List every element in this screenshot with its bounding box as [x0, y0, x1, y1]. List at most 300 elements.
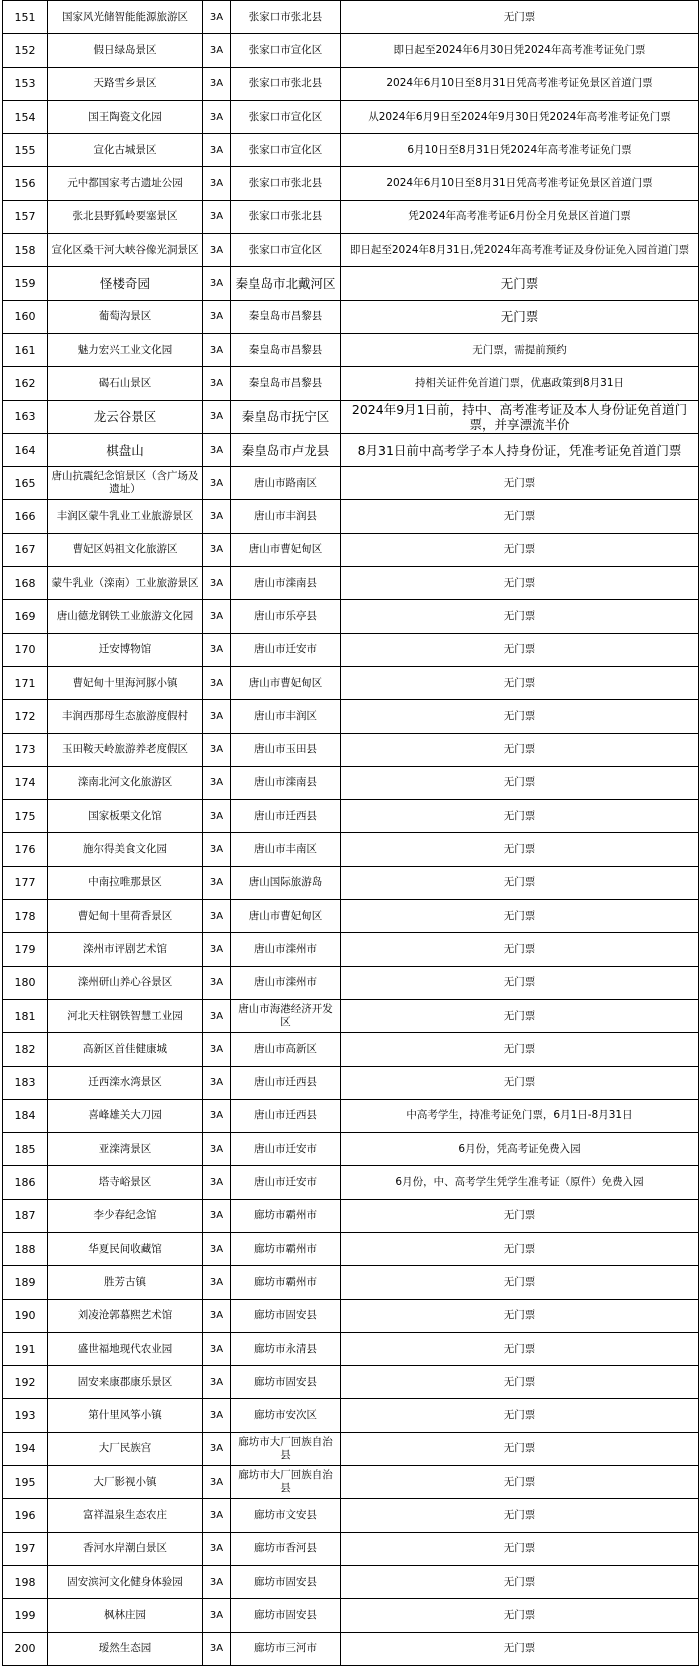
location-cell: 廊坊市霸州市: [231, 1266, 341, 1299]
level-cell: 3A: [203, 1632, 231, 1665]
location-cell: 唐山市迁安市: [231, 1133, 341, 1166]
row-number-cell: 186: [3, 1166, 48, 1199]
ticket-policy-cell: 无门票: [341, 1466, 699, 1499]
ticket-policy-cell: 无门票: [341, 1066, 699, 1099]
scenic-name-cell: 喜峰雄关大刀园: [48, 1099, 203, 1132]
scenic-name-cell: 丰润区蒙牛乳业工业旅游景区: [48, 500, 203, 533]
location-cell: 唐山市海港经济开发区: [231, 999, 341, 1032]
table-row: [3, 1266, 699, 1299]
row-number-cell: 192: [3, 1366, 48, 1399]
ticket-policy-cell: 无门票: [341, 1499, 699, 1532]
scenic-name-cell: 亚滦湾景区: [48, 1133, 203, 1166]
scenic-name-cell: 李少春纪念馆: [48, 1199, 203, 1232]
table-row: [3, 367, 699, 400]
ticket-policy-cell: 即日起至2024年8月31日,凭2024年高考准考证及身份证免入园首道门票: [341, 234, 699, 267]
location-cell: 唐山市迁西县: [231, 1066, 341, 1099]
table-row: [3, 1133, 699, 1166]
location-cell: 张家口市张北县: [231, 200, 341, 233]
location-cell: 廊坊市永清县: [231, 1332, 341, 1365]
scenic-spot-table: [2, 0, 699, 1666]
location-cell: 张家口市张北县: [231, 67, 341, 100]
location-cell: 廊坊市固安县: [231, 1565, 341, 1598]
level-cell: 3A: [203, 567, 231, 600]
location-cell: 唐山市迁西县: [231, 1099, 341, 1132]
row-number-cell: 193: [3, 1399, 48, 1432]
ticket-policy-cell: 无门票: [341, 666, 699, 699]
row-number-cell: 184: [3, 1099, 48, 1132]
ticket-policy-cell: 无门票: [341, 1532, 699, 1565]
table-row: [3, 766, 699, 799]
level-cell: 3A: [203, 1599, 231, 1632]
ticket-policy-cell: 2024年6月10日至8月31日凭高考准考证免景区首道门票: [341, 67, 699, 100]
ticket-policy-cell: 无门票: [341, 1232, 699, 1265]
row-number-cell: 191: [3, 1332, 48, 1365]
location-cell: 唐山市迁西县: [231, 800, 341, 833]
location-cell: 唐山国际旅游岛: [231, 866, 341, 899]
level-cell: 3A: [203, 400, 231, 433]
ticket-policy-cell: 中高考学生，持准考证免门票，6月1日-8月31日: [341, 1099, 699, 1132]
row-number-cell: 189: [3, 1266, 48, 1299]
location-cell: 秦皇岛市抚宁区: [231, 400, 341, 433]
table-row: [3, 67, 699, 100]
level-cell: 3A: [203, 333, 231, 366]
scenic-name-cell: 滦州市评剧艺术馆: [48, 933, 203, 966]
row-number-cell: 197: [3, 1532, 48, 1565]
ticket-policy-cell: 无门票: [341, 300, 699, 333]
table-row: [3, 1499, 699, 1532]
row-number-cell: 179: [3, 933, 48, 966]
level-cell: 3A: [203, 433, 231, 466]
location-cell: 廊坊市固安县: [231, 1299, 341, 1332]
location-cell: 唐山市乐亭县: [231, 600, 341, 633]
scenic-name-cell: 第什里风筝小镇: [48, 1399, 203, 1432]
ticket-policy-cell: 2024年6月10日至8月31日凭高考准考证免景区首道门票: [341, 167, 699, 200]
table-row: [3, 1199, 699, 1232]
ticket-policy-cell: 无门票: [341, 1399, 699, 1432]
table-row: [3, 1033, 699, 1066]
location-cell: 张家口市宣化区: [231, 134, 341, 167]
location-cell: 唐山市滦南县: [231, 567, 341, 600]
row-number-cell: 168: [3, 567, 48, 600]
row-number-cell: 172: [3, 700, 48, 733]
row-number-cell: 188: [3, 1232, 48, 1265]
scenic-name-cell: 施尔得美食文化园: [48, 833, 203, 866]
ticket-policy-cell: 无门票: [341, 933, 699, 966]
table-row: [3, 900, 699, 933]
row-number-cell: 159: [3, 267, 48, 300]
ticket-policy-cell: 2024年9月1日前，持中、高考准考证及本人身份证免首道门票，并享漂流半价: [341, 400, 699, 433]
scenic-name-cell: 蒙牛乳业（滦南）工业旅游景区: [48, 567, 203, 600]
scenic-name-cell: 塔寺峪景区: [48, 1166, 203, 1199]
ticket-policy-cell: 无门票: [341, 1, 699, 34]
ticket-policy-cell: 无门票: [341, 633, 699, 666]
location-cell: 唐山市高新区: [231, 1033, 341, 1066]
row-number-cell: 170: [3, 633, 48, 666]
table-row: [3, 633, 699, 666]
ticket-policy-cell: 无门票: [341, 1266, 699, 1299]
row-number-cell: 194: [3, 1432, 48, 1465]
table-row: [3, 800, 699, 833]
table-row: [3, 500, 699, 533]
row-number-cell: 156: [3, 167, 48, 200]
scenic-name-cell: 盛世福地现代农业园: [48, 1332, 203, 1365]
table-row: [3, 1166, 699, 1199]
row-number-cell: 199: [3, 1599, 48, 1632]
ticket-policy-cell: 无门票: [341, 800, 699, 833]
location-cell: 廊坊市三河市: [231, 1632, 341, 1665]
table-row: [3, 999, 699, 1032]
location-cell: 唐山市丰润县: [231, 500, 341, 533]
table-row: [3, 666, 699, 699]
level-cell: 3A: [203, 300, 231, 333]
table-row: [3, 1632, 699, 1665]
level-cell: 3A: [203, 234, 231, 267]
scenic-name-cell: 唐山德龙钢铁工业旅游文化园: [48, 600, 203, 633]
scenic-name-cell: 元中都国家考古遗址公园: [48, 167, 203, 200]
scenic-name-cell: 河北天柱钢铁智慧工业园: [48, 999, 203, 1032]
row-number-cell: 161: [3, 333, 48, 366]
table-row: [3, 1299, 699, 1332]
table-row: [3, 400, 699, 433]
scenic-name-cell: 胜芳古镇: [48, 1266, 203, 1299]
scenic-name-cell: 滦南北河文化旅游区: [48, 766, 203, 799]
scenic-name-cell: 曹妃甸十里荷香景区: [48, 900, 203, 933]
table-row: [3, 234, 699, 267]
table-row: [3, 600, 699, 633]
table-row: [3, 34, 699, 67]
table-row: [3, 167, 699, 200]
ticket-policy-cell: 无门票: [341, 467, 699, 500]
level-cell: 3A: [203, 1066, 231, 1099]
location-cell: 张家口市宣化区: [231, 34, 341, 67]
level-cell: 3A: [203, 800, 231, 833]
level-cell: 3A: [203, 167, 231, 200]
scenic-name-cell: 丰润西那母生态旅游度假村: [48, 700, 203, 733]
row-number-cell: 190: [3, 1299, 48, 1332]
scenic-name-cell: 国家板栗文化馆: [48, 800, 203, 833]
location-cell: 唐山市曹妃甸区: [231, 533, 341, 566]
level-cell: 3A: [203, 1266, 231, 1299]
location-cell: 唐山市迁安市: [231, 633, 341, 666]
scenic-name-cell: 枫林庄园: [48, 1599, 203, 1632]
ticket-policy-cell: 无门票: [341, 866, 699, 899]
table-row: [3, 200, 699, 233]
scenic-name-cell: 高新区首佳健康城: [48, 1033, 203, 1066]
ticket-policy-cell: 无门票: [341, 1199, 699, 1232]
location-cell: 张家口市宣化区: [231, 100, 341, 133]
scenic-name-cell: 富祥温泉生态农庄: [48, 1499, 203, 1532]
ticket-policy-cell: 6月份，凭高考证免费入园: [341, 1133, 699, 1166]
scenic-name-cell: 假日绿岛景区: [48, 34, 203, 67]
scenic-name-cell: 玉田鞍天岭旅游养老度假区: [48, 733, 203, 766]
location-cell: 张家口市宣化区: [231, 234, 341, 267]
row-number-cell: 162: [3, 367, 48, 400]
level-cell: 3A: [203, 1399, 231, 1432]
table-row: [3, 1565, 699, 1598]
location-cell: 秦皇岛市北戴河区: [231, 267, 341, 300]
ticket-policy-cell: 无门票: [341, 1332, 699, 1365]
location-cell: 秦皇岛市昌黎县: [231, 300, 341, 333]
scenic-name-cell: 碣石山景区: [48, 367, 203, 400]
level-cell: 3A: [203, 1332, 231, 1365]
ticket-policy-cell: 无门票: [341, 1299, 699, 1332]
row-number-cell: 180: [3, 966, 48, 999]
location-cell: 唐山市丰南区: [231, 833, 341, 866]
scenic-name-cell: 固安来康郡康乐景区: [48, 1366, 203, 1399]
level-cell: 3A: [203, 533, 231, 566]
level-cell: 3A: [203, 1299, 231, 1332]
location-cell: 秦皇岛市昌黎县: [231, 367, 341, 400]
ticket-policy-cell: 无门票: [341, 1599, 699, 1632]
ticket-policy-cell: 无门票: [341, 567, 699, 600]
scenic-name-cell: 龙云谷景区: [48, 400, 203, 433]
level-cell: 3A: [203, 833, 231, 866]
level-cell: 3A: [203, 1099, 231, 1132]
level-cell: 3A: [203, 467, 231, 500]
table-row: [3, 267, 699, 300]
level-cell: 3A: [203, 1199, 231, 1232]
level-cell: 3A: [203, 1466, 231, 1499]
scenic-name-cell: 迁安博物馆: [48, 633, 203, 666]
table-row: [3, 1332, 699, 1365]
location-cell: 廊坊市霸州市: [231, 1232, 341, 1265]
table-row: [3, 1432, 699, 1465]
row-number-cell: 178: [3, 900, 48, 933]
location-cell: 廊坊市大厂回族自治县: [231, 1466, 341, 1499]
ticket-policy-cell: 无门票: [341, 833, 699, 866]
location-cell: 廊坊市霸州市: [231, 1199, 341, 1232]
ticket-policy-cell: 无门票: [341, 1366, 699, 1399]
level-cell: 3A: [203, 200, 231, 233]
scenic-name-cell: 葡萄沟景区: [48, 300, 203, 333]
row-number-cell: 195: [3, 1466, 48, 1499]
level-cell: 3A: [203, 866, 231, 899]
table-row: [3, 1232, 699, 1265]
row-number-cell: 164: [3, 433, 48, 466]
ticket-policy-cell: 无门票: [341, 500, 699, 533]
row-number-cell: 182: [3, 1033, 48, 1066]
location-cell: 唐山市玉田县: [231, 733, 341, 766]
scenic-name-cell: 宣化区桑干河大峡谷像光洞景区: [48, 234, 203, 267]
table-row: [3, 567, 699, 600]
level-cell: 3A: [203, 367, 231, 400]
level-cell: 3A: [203, 733, 231, 766]
level-cell: 3A: [203, 1565, 231, 1598]
table-row: [3, 1599, 699, 1632]
location-cell: 唐山市曹妃甸区: [231, 666, 341, 699]
table-row: [3, 300, 699, 333]
row-number-cell: 174: [3, 766, 48, 799]
level-cell: 3A: [203, 900, 231, 933]
row-number-cell: 198: [3, 1565, 48, 1598]
ticket-policy-cell: 即日起至2024年6月30日凭2024年高考准考证免门票: [341, 34, 699, 67]
level-cell: 3A: [203, 999, 231, 1032]
location-cell: 唐山市丰润区: [231, 700, 341, 733]
level-cell: 3A: [203, 933, 231, 966]
row-number-cell: 151: [3, 1, 48, 34]
table-row: [3, 100, 699, 133]
table-row: [3, 966, 699, 999]
level-cell: 3A: [203, 1366, 231, 1399]
ticket-policy-cell: 无门票: [341, 900, 699, 933]
scenic-name-cell: 瑷然生态园: [48, 1632, 203, 1665]
scenic-name-cell: 曹妃甸十里海河豚小镇: [48, 666, 203, 699]
location-cell: 唐山市路南区: [231, 467, 341, 500]
level-cell: 3A: [203, 1133, 231, 1166]
row-number-cell: 183: [3, 1066, 48, 1099]
row-number-cell: 176: [3, 833, 48, 866]
level-cell: 3A: [203, 134, 231, 167]
level-cell: 3A: [203, 1033, 231, 1066]
ticket-policy-cell: 8月31日前中高考学子本人持身份证，凭准考证免首道门票: [341, 433, 699, 466]
table-row: [3, 1099, 699, 1132]
location-cell: 秦皇岛市昌黎县: [231, 333, 341, 366]
scenic-name-cell: 魅力宏兴工业文化园: [48, 333, 203, 366]
row-number-cell: 154: [3, 100, 48, 133]
table-row: [3, 700, 699, 733]
row-number-cell: 185: [3, 1133, 48, 1166]
scenic-name-cell: 迁西滦水湾景区: [48, 1066, 203, 1099]
ticket-policy-cell: 凭2024年高考准考证6月份全月免景区首道门票: [341, 200, 699, 233]
level-cell: 3A: [203, 600, 231, 633]
row-number-cell: 165: [3, 467, 48, 500]
table-row: [3, 733, 699, 766]
ticket-policy-cell: 无门票: [341, 533, 699, 566]
scenic-name-cell: 国王陶瓷文化园: [48, 100, 203, 133]
location-cell: 唐山市滦州市: [231, 933, 341, 966]
level-cell: 3A: [203, 1499, 231, 1532]
scenic-name-cell: 华夏民间收藏馆: [48, 1232, 203, 1265]
table-row: [3, 1399, 699, 1432]
row-number-cell: 163: [3, 400, 48, 433]
row-number-cell: 157: [3, 200, 48, 233]
level-cell: 3A: [203, 1166, 231, 1199]
level-cell: 3A: [203, 766, 231, 799]
table-row: [3, 1, 699, 34]
ticket-policy-cell: 无门票: [341, 1432, 699, 1465]
ticket-policy-cell: 无门票: [341, 766, 699, 799]
table-row: [3, 1366, 699, 1399]
location-cell: 廊坊市固安县: [231, 1366, 341, 1399]
scenic-name-cell: 滦州研山养心谷景区: [48, 966, 203, 999]
location-cell: 廊坊市安次区: [231, 1399, 341, 1432]
location-cell: 张家口市张北县: [231, 167, 341, 200]
level-cell: 3A: [203, 966, 231, 999]
level-cell: 3A: [203, 267, 231, 300]
row-number-cell: 155: [3, 134, 48, 167]
scenic-name-cell: 怪楼奇园: [48, 267, 203, 300]
ticket-policy-cell: 从2024年6月9日至2024年9月30日凭2024年高考准考证免门票: [341, 100, 699, 133]
scenic-name-cell: 中南拉唯那景区: [48, 866, 203, 899]
ticket-policy-cell: 无门票: [341, 1033, 699, 1066]
scenic-name-cell: 天路雪乡景区: [48, 67, 203, 100]
ticket-policy-cell: 无门票，需提前预约: [341, 333, 699, 366]
level-cell: 3A: [203, 67, 231, 100]
ticket-policy-cell: 无门票: [341, 999, 699, 1032]
row-number-cell: 169: [3, 600, 48, 633]
scenic-name-cell: 刘凌沧郭慕熙艺术馆: [48, 1299, 203, 1332]
ticket-policy-cell: 无门票: [341, 600, 699, 633]
location-cell: 唐山市曹妃甸区: [231, 900, 341, 933]
ticket-policy-cell: 无门票: [341, 966, 699, 999]
table-row: [3, 1532, 699, 1565]
table-row: [3, 933, 699, 966]
level-cell: 3A: [203, 34, 231, 67]
ticket-policy-cell: 持相关证件免首道门票，优惠政策到8月31日: [341, 367, 699, 400]
level-cell: 3A: [203, 1232, 231, 1265]
location-cell: 唐山市滦州市: [231, 966, 341, 999]
level-cell: 3A: [203, 700, 231, 733]
row-number-cell: 171: [3, 666, 48, 699]
row-number-cell: 167: [3, 533, 48, 566]
location-cell: 廊坊市文安县: [231, 1499, 341, 1532]
level-cell: 3A: [203, 1532, 231, 1565]
location-cell: 唐山市迁安市: [231, 1166, 341, 1199]
table-row: [3, 433, 699, 466]
row-number-cell: 177: [3, 866, 48, 899]
ticket-policy-cell: 无门票: [341, 1632, 699, 1665]
level-cell: 3A: [203, 633, 231, 666]
location-cell: 廊坊市香河县: [231, 1532, 341, 1565]
location-cell: 廊坊市固安县: [231, 1599, 341, 1632]
row-number-cell: 153: [3, 67, 48, 100]
ticket-policy-cell: 无门票: [341, 700, 699, 733]
table-row: [3, 1066, 699, 1099]
table-row: [3, 533, 699, 566]
scenic-name-cell: 棋盘山: [48, 433, 203, 466]
row-number-cell: 175: [3, 800, 48, 833]
row-number-cell: 152: [3, 34, 48, 67]
location-cell: 秦皇岛市卢龙县: [231, 433, 341, 466]
table-row: [3, 333, 699, 366]
ticket-policy-cell: 6月份，中、高考学生凭学生准考证（原件）免费入园: [341, 1166, 699, 1199]
level-cell: 3A: [203, 100, 231, 133]
row-number-cell: 160: [3, 300, 48, 333]
row-number-cell: 196: [3, 1499, 48, 1532]
table-body: [3, 1, 699, 1666]
table-row: [3, 134, 699, 167]
table-row: [3, 833, 699, 866]
location-cell: 唐山市滦南县: [231, 766, 341, 799]
scenic-name-cell: 宣化古城景区: [48, 134, 203, 167]
ticket-policy-cell: 6月10日至8月31日凭2024年高考准考证免门票: [341, 134, 699, 167]
scenic-name-cell: 国家风光储智能能源旅游区: [48, 1, 203, 34]
row-number-cell: 181: [3, 999, 48, 1032]
row-number-cell: 200: [3, 1632, 48, 1665]
scenic-name-cell: 固安滨河文化健身体验园: [48, 1565, 203, 1598]
ticket-policy-cell: 无门票: [341, 733, 699, 766]
table-row: [3, 1466, 699, 1499]
scenic-name-cell: 张北县野狐岭要塞景区: [48, 200, 203, 233]
ticket-policy-cell: 无门票: [341, 1565, 699, 1598]
scenic-name-cell: 唐山抗震纪念馆景区（含广场及遗址）: [48, 467, 203, 500]
scenic-name-cell: 香河水岸潮白景区: [48, 1532, 203, 1565]
row-number-cell: 166: [3, 500, 48, 533]
table-row: [3, 866, 699, 899]
scenic-name-cell: 大厂影视小镇: [48, 1466, 203, 1499]
location-cell: 张家口市张北县: [231, 1, 341, 34]
table-row: [3, 467, 699, 500]
scenic-name-cell: 大厂民族宫: [48, 1432, 203, 1465]
scenic-name-cell: 曹妃区妈祖文化旅游区: [48, 533, 203, 566]
level-cell: 3A: [203, 666, 231, 699]
level-cell: 3A: [203, 500, 231, 533]
row-number-cell: 158: [3, 234, 48, 267]
ticket-policy-cell: 无门票: [341, 267, 699, 300]
location-cell: 廊坊市大厂回族自治县: [231, 1432, 341, 1465]
row-number-cell: 173: [3, 733, 48, 766]
level-cell: 3A: [203, 1, 231, 34]
